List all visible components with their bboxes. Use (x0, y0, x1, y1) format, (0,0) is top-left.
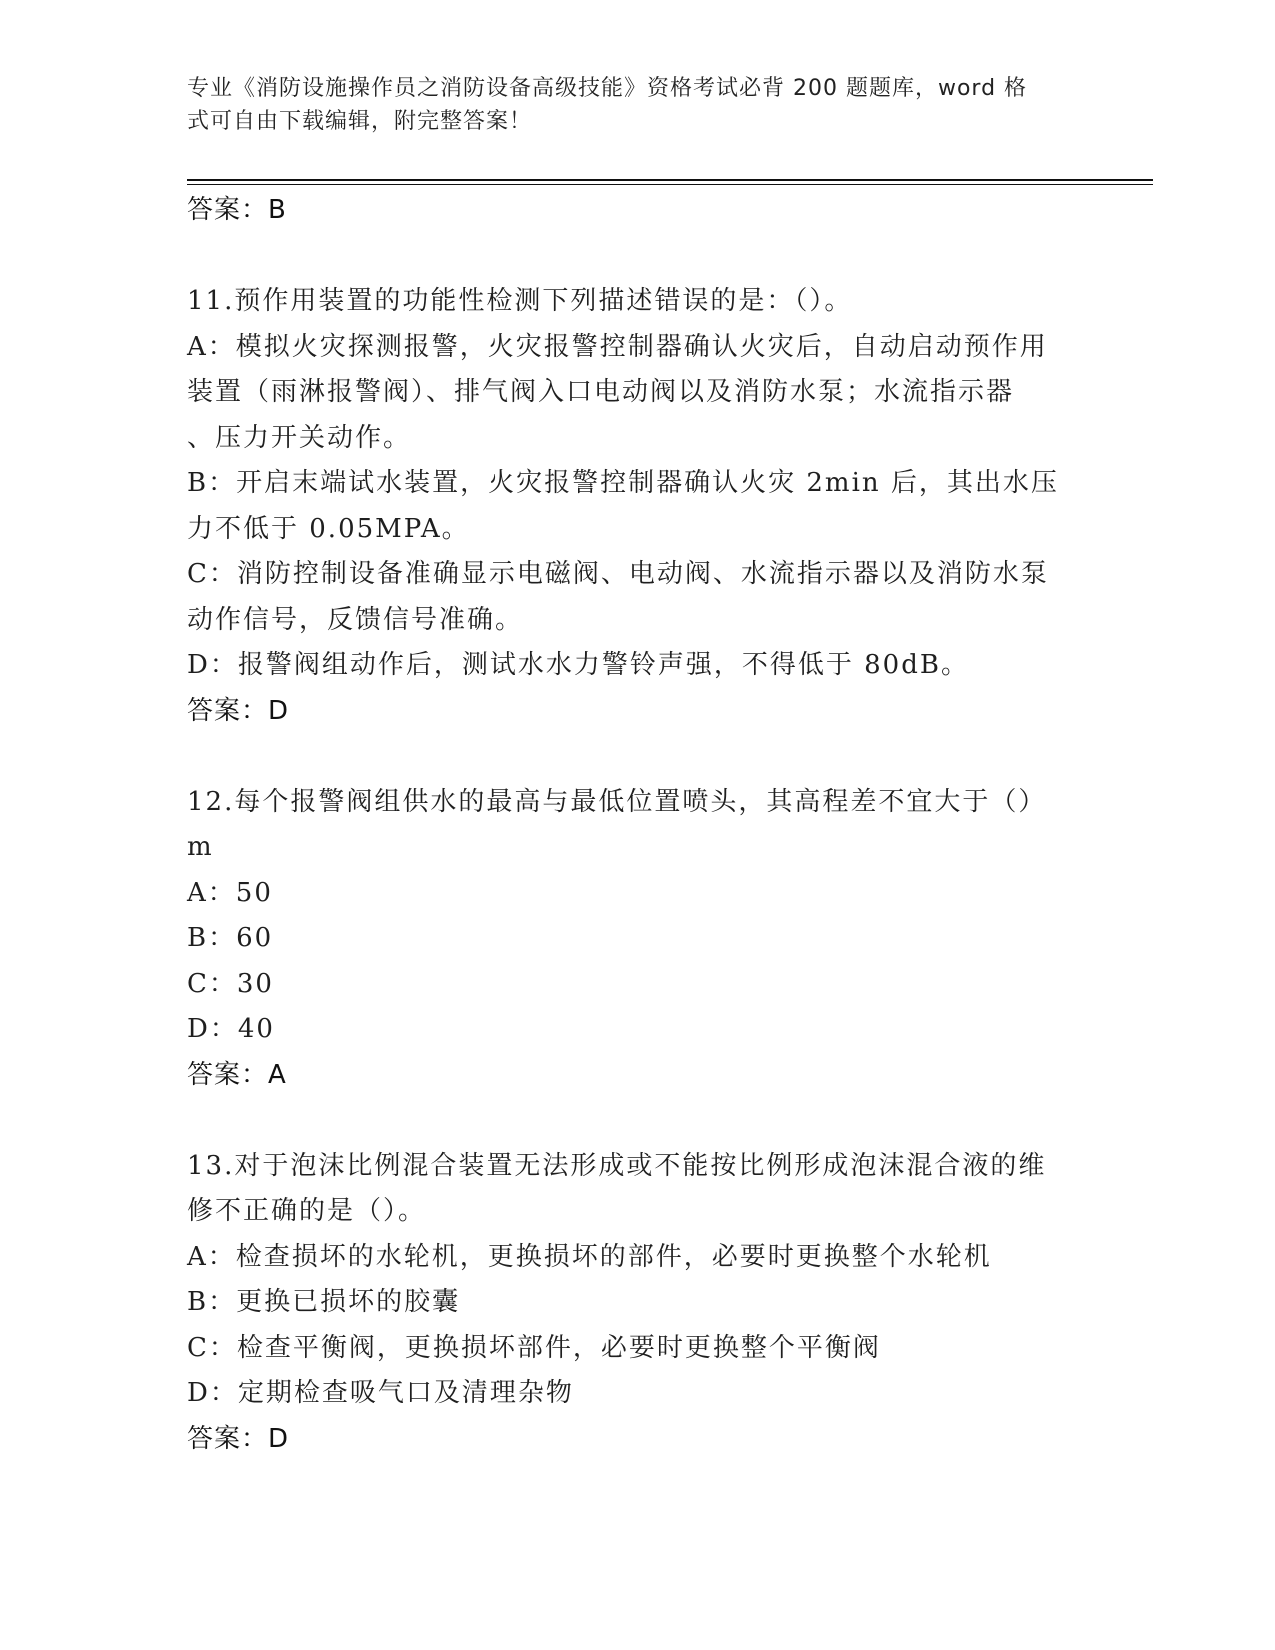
option-c: C：消防控制设备准确显示电磁阀、电动阀、水流指示器以及消防水泵 (187, 559, 1049, 589)
answer: 答案：A (187, 1059, 287, 1090)
question-12 (187, 780, 1087, 1099)
spacer (187, 234, 1087, 280)
header-line-1: 专业《消防设施操作员之消防设备高级技能》资格考试必背 200 题题库，word 格 (187, 76, 1028, 101)
answer: 答案：D (187, 1423, 290, 1454)
question-stem-continued: m (187, 832, 214, 862)
option-a: A：模拟火灾探测报警，火灾报警控制器确认火灾后，自动启动预作用 (187, 331, 1048, 362)
option-c: C：检查平衡阀，更换损坏部件，必要时更换整个平衡阀 (187, 1332, 881, 1363)
question-11 (187, 279, 1087, 734)
header-line-2: 式可自由下载编辑，附完整答案！ (187, 109, 533, 134)
document-header (187, 72, 1067, 138)
option-a-continued: 装置（雨淋报警阀）、排气阀入口电动阀以及消防水泵；水流指示器 (187, 377, 1015, 407)
option-d: D：定期检查吸气口及清理杂物 (187, 1378, 574, 1408)
question-stem: 11.预作用装置的功能性检测下列描述错误的是：（）。 (187, 286, 853, 316)
option-c-continued: 动作信号，反馈信号准确。 (187, 604, 524, 635)
option-c: C：30 (187, 968, 274, 999)
question-stem-continued: 修不正确的是（）。 (187, 1196, 427, 1226)
question-13 (187, 1144, 1087, 1463)
question-stem: 13.对于泡沫比例混合装置无法形成或不能按比例形成泡沫混合液的维 (187, 1150, 1047, 1181)
question-content (187, 188, 1087, 1462)
spacer (187, 1098, 1087, 1144)
header-rule-thin (187, 184, 1153, 185)
option-b: B：更换已损坏的胶囊 (187, 1287, 461, 1317)
option-b-continued: 力不低于 0.05MPA。 (187, 513, 470, 544)
header-rule-thick (187, 179, 1153, 181)
question-stem: 12.每个报警阀组供水的最高与最低位置喷头，其高程差不宜大于（） (187, 786, 1047, 817)
spacer (187, 734, 1087, 780)
answer: 答案：D (187, 695, 290, 726)
option-b: B：开启末端试水装置，火灾报警控制器确认火灾 2min 后，其出水压 (187, 468, 1059, 498)
option-a-continued: 、压力开关动作。 (187, 422, 412, 453)
option-d: D：40 (187, 1014, 275, 1044)
option-d: D：报警阀组动作后，测试水水力警铃声强，不得低于 80dB。 (187, 650, 969, 680)
option-a: A：检查损坏的水轮机，更换损坏的部件，必要时更换整个水轮机 (187, 1241, 992, 1272)
option-a: A：50 (187, 877, 273, 908)
answer-previous: 答案：B (187, 195, 287, 225)
option-b: B：60 (187, 923, 274, 953)
